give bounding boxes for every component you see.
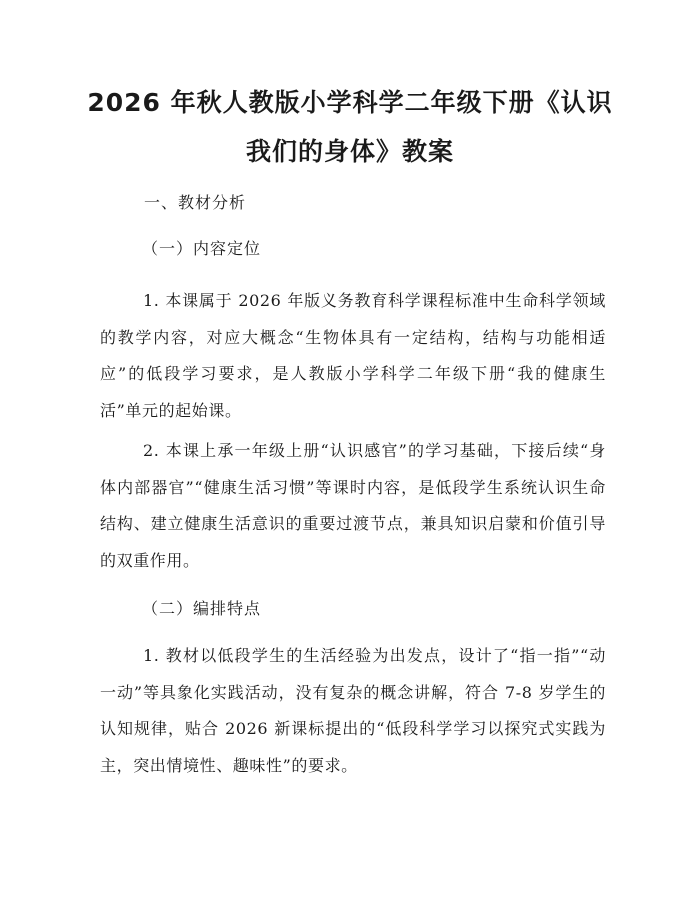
paragraph-3: 1. 教材以低段学生的生活经验为出发点，设计了“指一指”“动一动”等具象化实践活动，没有复杂的概念讲解，符合 7-8 岁学生的认知规律，贴合 2026 新课标提出的“低段科学学习以探究式实践为主，突出情境性、趣味性”的要求。 — [100, 646, 606, 775]
paragraph-2: 2. 本课上承一年级上册“认识感官”的学习基础，下接后续“身体内部器官”“健康生活习惯”等课时内容，是低段学生系统认识生命结构、建立健康生活意识的重要过渡节点，兼具知识启蒙和价值引导的双重作用。 — [100, 441, 606, 570]
subsection-heading-layout-features: （二）编排特点 — [142, 599, 262, 618]
paragraph-1: 1. 本课属于 2026 年版义务教育科学课程标准中生命科学领域的教学内容，对应大概念“生物体具有一定结构，结构与功能相适应”的低段学习要求，是人教版小学科学二年级下册“我的健康生活”单元的起始课。 — [100, 291, 606, 420]
document-title-line-2: 我们的身体》教案 — [245, 137, 454, 166]
subsection-heading-content-positioning: （一）内容定位 — [142, 239, 262, 258]
document-title-line-1: 2026 年秋人教版小学科学二年级下册《认识 — [87, 88, 613, 117]
section-heading-textbook-analysis: 一、教材分析 — [144, 193, 247, 212]
